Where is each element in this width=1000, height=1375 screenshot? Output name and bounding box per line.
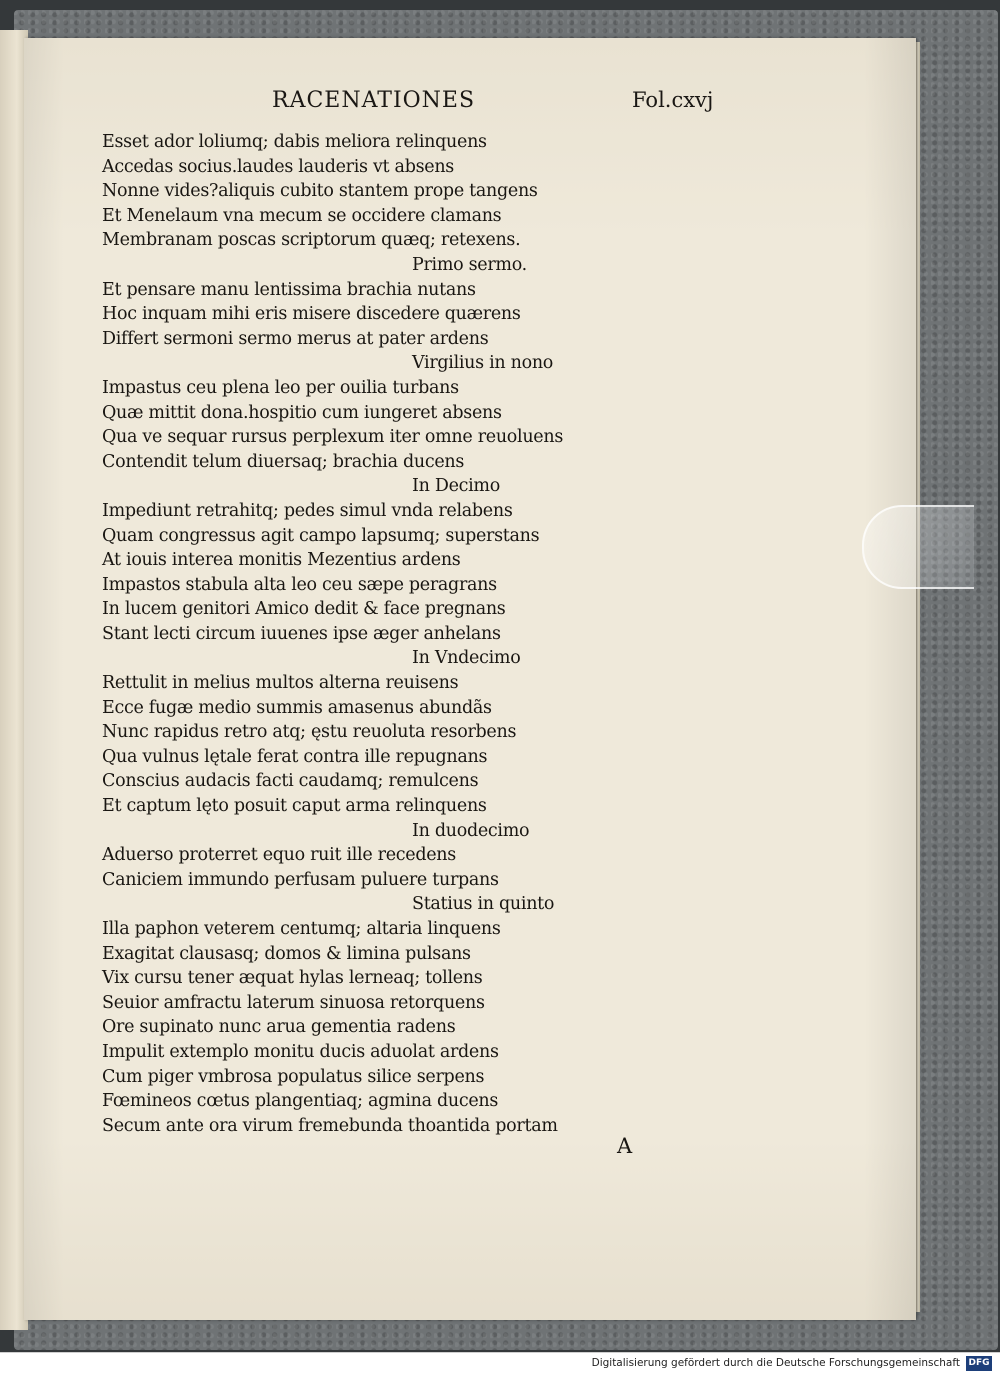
verse-line: Quam congressus agit campo lapsumq; superstans	[102, 525, 540, 546]
verse-line: Impediunt retrahitq; pedes simul vnda relabens	[102, 500, 513, 521]
verse-line: Illa paphon veterem centumq; altaria linquens	[102, 919, 501, 939]
verse-line: Conscius audacis facti caudamq; remulcens	[102, 771, 479, 792]
section-heading: Primo sermo.	[412, 254, 527, 275]
verse-line: Nonne vides?aliquis cubito stantem prope tangens	[102, 181, 538, 202]
section-heading: Statius in quinto	[412, 894, 555, 915]
verse-line: Accedas socius.laudes lauderis vt absens	[102, 156, 454, 177]
dfg-logo: DFG	[966, 1356, 992, 1371]
verse-line: Seuior amfractu laterum sinuosa retorquens	[102, 992, 485, 1013]
verse-line: Impulit extemplo monitu ducis aduolat ardens	[102, 1041, 499, 1062]
verse-line: Cum piger vmbrosa populatus silice serpens	[102, 1066, 485, 1087]
verse-line: Quæ mittit dona.hospitio cum iungeret absens	[102, 402, 502, 423]
section-heading: In Decimo	[412, 476, 500, 497]
verse-line: Rettulit in melius multos alterna reuisens	[102, 673, 459, 694]
verse-line: Qua vulnus lętale ferat contra ille repugnans	[102, 746, 488, 767]
verse-line: Et pensare manu lentissima brachia nutans	[102, 279, 476, 300]
footer-bar	[0, 1352, 1000, 1375]
verse-line: Hoc inquam mihi eris misere discedere quærens	[102, 304, 521, 325]
verse-line: Ore supinato nunc arua gementia radens	[102, 1017, 456, 1038]
catchword: A	[617, 1134, 633, 1158]
verse-line: Qua ve sequar rursus perplexum iter omne reuoluens	[102, 427, 564, 448]
verse-line: Vix cursu tener æquat hylas lerneaq; tollens	[102, 968, 483, 989]
verse-line: Exagitat clausasq; domos & limina pulsans	[102, 943, 471, 964]
verse-line: Ecce fugæ medio summis amasenus abundãs	[102, 697, 492, 718]
verse-line: Impastus ceu plena leo per ouilia turbans	[102, 377, 459, 398]
verse-text-block	[102, 130, 642, 1138]
section-heading: In Vndecimo	[412, 648, 521, 669]
verse-line: Membranam poscas scriptorum quæq; retexens.	[102, 230, 521, 251]
section-heading: Virgilius in nono	[412, 353, 554, 374]
page-header	[0, 88, 1000, 118]
verse-line: Impastos stabula alta leo ceu sæpe peragrans	[102, 574, 497, 595]
verse-line: In lucem genitori Amico dedit & face pregnans	[102, 599, 506, 620]
verse-line: Differt sermoni sermo merus at pater ardens	[102, 328, 489, 349]
verse-line: Et captum lęto posuit caput arma relinquens	[102, 796, 487, 817]
verse-line: Fœmineos cœtus plangentiaq; agmina ducens	[102, 1091, 499, 1112]
verse-line: Caniciem immundo perfusam puluere turpans	[102, 869, 499, 890]
folio-number: Fol.cxvj	[632, 88, 714, 112]
verse-line: Esset ador loliumq; dabis meliora relinquens	[102, 132, 487, 152]
running-title: RACENATIONES	[272, 88, 476, 113]
verse-line: At iouis interea monitis Mezentius ardens	[102, 550, 461, 571]
section-heading: In duodecimo	[412, 820, 530, 841]
funding-credit: Digitalisierung gefördert durch die Deutsche Forschungsgemeinschaft	[591, 1357, 960, 1369]
verse-line: Et Menelaum vna mecum se occidere clamans	[102, 205, 502, 226]
verse-line: Contendit telum diuersaq; brachia ducens	[102, 451, 465, 472]
page-clip	[862, 505, 974, 589]
verse-line: Stant lecti circum iuuenes ipse æger anhelans	[102, 623, 501, 644]
verse-line: Secum ante ora virum fremebunda thoantida portam	[102, 1115, 558, 1136]
verse-line: Aduerso proterret equo ruit ille recedens	[102, 845, 456, 866]
verse-line: Nunc rapidus retro atq; ęstu reuoluta resorbens	[102, 722, 517, 743]
